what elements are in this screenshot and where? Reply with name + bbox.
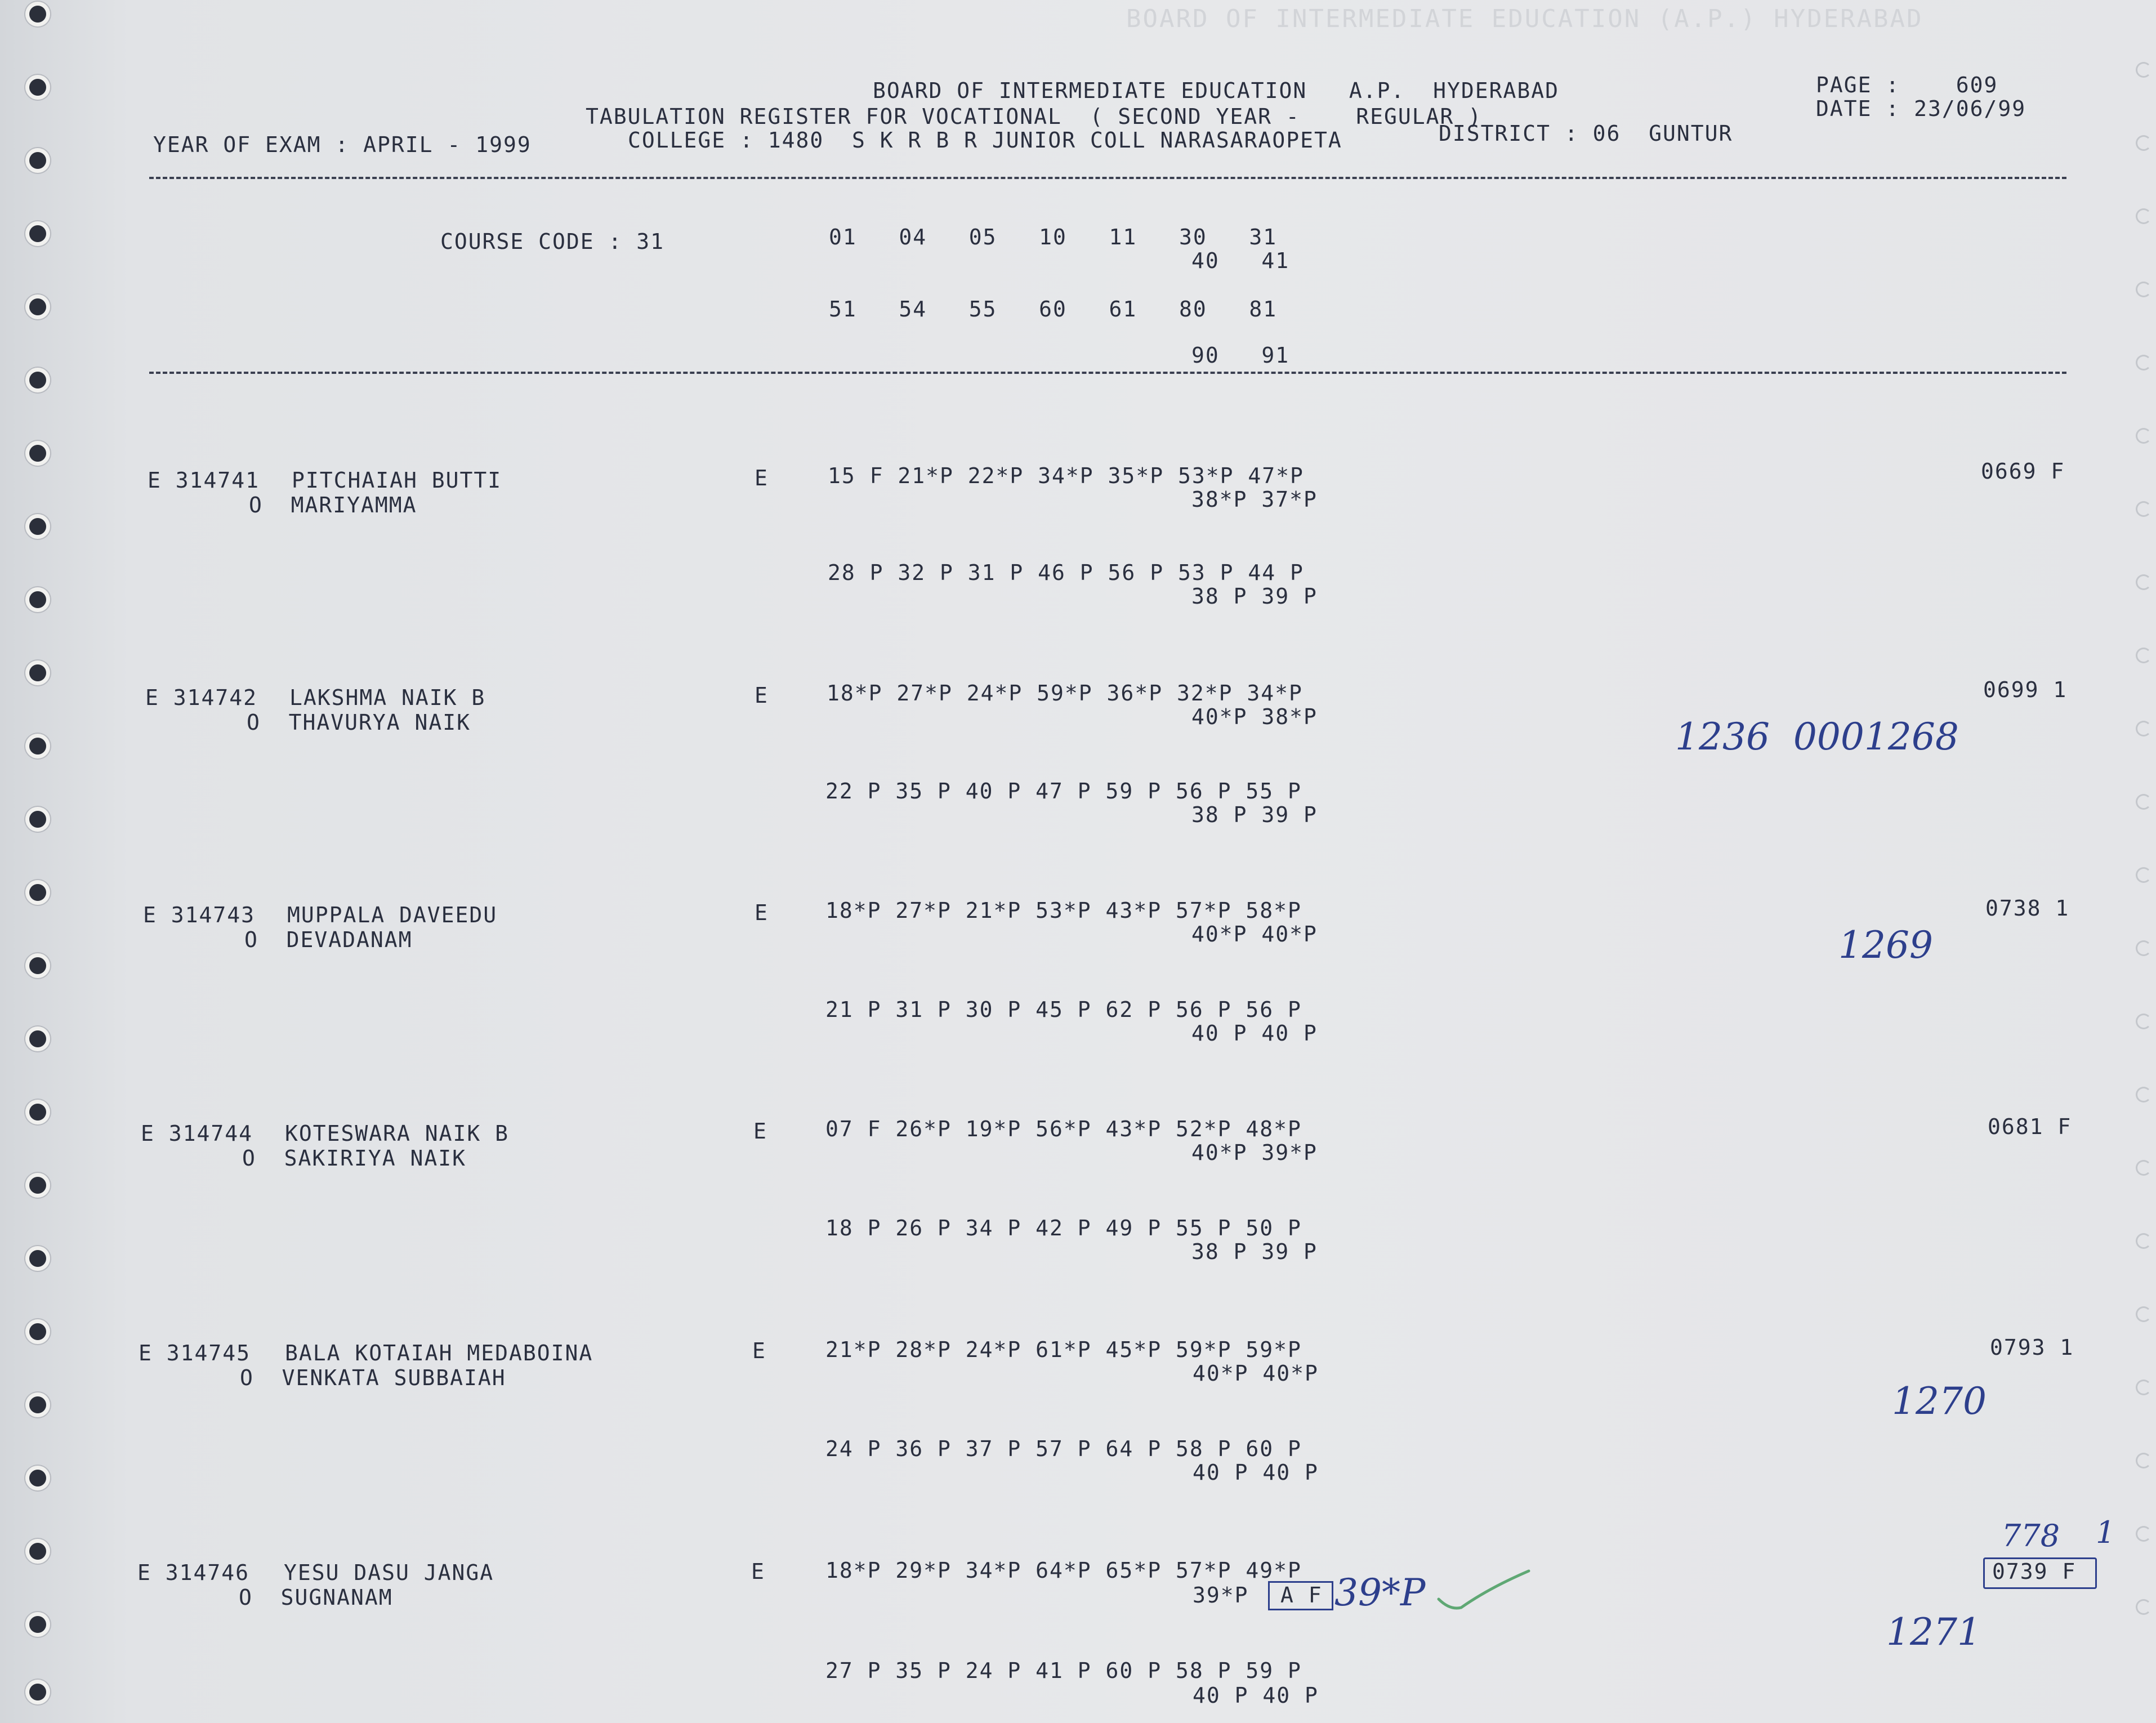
- marks-part1-extra: 38*P 37*P: [1191, 487, 1318, 512]
- parent-name: O THAVURYA NAIK: [247, 710, 471, 735]
- feed-hole-edge: [2136, 355, 2151, 371]
- grand-total: 0793 1: [1990, 1335, 2074, 1360]
- feed-hole-edge: [2136, 282, 2151, 297]
- feed-hole: [29, 6, 46, 23]
- parent-name: O SUGNANAM: [239, 1585, 393, 1610]
- feed-hole-edge: [2136, 135, 2151, 151]
- handwritten-serial: 1269: [1838, 923, 1933, 967]
- board-title: BOARD OF INTERMEDIATE EDUCATION A.P. HYDERABAD: [873, 78, 1560, 103]
- feed-hole: [29, 1470, 46, 1487]
- student-name: MUPPALA DAVEEDU: [287, 903, 498, 927]
- marks-part1: 15 F 21*P 22*P 34*P 35*P 53*P 47*P: [828, 463, 1304, 488]
- feed-hole-edge: [2136, 208, 2151, 224]
- feed-hole-edge: [2136, 867, 2151, 883]
- marks-part2-extra: 40 P 40 P: [1193, 1683, 1319, 1708]
- feed-hole: [29, 1104, 46, 1121]
- feed-hole-edge: [2136, 721, 2151, 736]
- student-name: KOTESWARA NAIK B: [285, 1121, 510, 1146]
- roll-number: E 314741: [148, 468, 260, 493]
- feed-hole-edge: [2136, 574, 2151, 590]
- feed-hole-edge: [2136, 1380, 2151, 1395]
- handwritten-revised-total: 778: [2002, 1518, 2060, 1554]
- grand-total: 0681 F: [1988, 1114, 2072, 1139]
- marks-part1-extra: 40*P 40*P: [1193, 1361, 1319, 1386]
- subject-codes-row1: 01 04 05 10 11 30 31: [829, 225, 1278, 249]
- feed-hole-edge: [2136, 648, 2151, 663]
- parent-name: O SAKIRIYA NAIK: [242, 1146, 467, 1171]
- marks-part1-extra: 40*P 39*P: [1191, 1140, 1318, 1165]
- subject-codes-row3: 90 91: [1191, 343, 1290, 368]
- handwritten-serial: 1271: [1886, 1610, 1981, 1654]
- student-name: LAKSHMA NAIK B: [289, 685, 486, 710]
- handwritten-serial: 1236 0001268: [1675, 715, 1959, 758]
- feed-hole-edge: [2136, 1087, 2151, 1102]
- marks-part1-absent: A F: [1280, 1583, 1323, 1608]
- marks-part2: 24 P 36 P 37 P 57 P 64 P 58 P 60 P: [825, 1436, 1302, 1461]
- marks-part1-extra: 40*P 40*P: [1191, 922, 1318, 947]
- district-info: DISTRICT : 06 GUNTUR: [1439, 121, 1733, 146]
- handwritten-revised-result: 1: [2096, 1515, 2115, 1550]
- student-name: YESU DASU JANGA: [284, 1560, 494, 1585]
- roll-number: E 314746: [137, 1560, 250, 1585]
- page-number: PAGE : 609: [1816, 73, 1998, 97]
- feed-hole-edge: [2136, 794, 2151, 810]
- feed-hole: [29, 1684, 46, 1700]
- parent-name: O VENKATA SUBBAIAH: [240, 1365, 506, 1390]
- feed-hole: [29, 372, 46, 389]
- medium: E: [753, 1119, 767, 1144]
- feed-hole: [29, 225, 46, 242]
- marks-part1: 21*P 28*P 24*P 61*P 45*P 59*P 59*P: [825, 1337, 1302, 1362]
- feed-hole-edge: [2136, 940, 2151, 956]
- marks-part2: 18 P 26 P 34 P 42 P 49 P 55 P 50 P: [825, 1216, 1302, 1240]
- feed-hole: [29, 1543, 46, 1560]
- roll-number: E 314745: [139, 1341, 251, 1365]
- feed-hole-edge: [2136, 1526, 2151, 1542]
- feed-hole: [29, 1177, 46, 1194]
- feed-hole: [29, 957, 46, 974]
- roll-number: E 314743: [143, 903, 256, 927]
- marks-part1: 18*P 27*P 21*P 53*P 43*P 57*P 58*P: [825, 898, 1302, 923]
- college-info: COLLEGE : 1480 S K R B R JUNIOR COLL NARASARAOPETA: [628, 128, 1342, 153]
- medium: E: [755, 683, 769, 708]
- feed-hole-edge: [2136, 1160, 2151, 1176]
- marks-part2: 28 P 32 P 31 P 46 P 56 P 53 P 44 P: [828, 560, 1304, 585]
- feed-hole-edge: [2136, 501, 2151, 517]
- medium: E: [751, 1559, 765, 1584]
- medium: E: [755, 900, 769, 925]
- marks-part2: 21 P 31 P 30 P 45 P 62 P 56 P 56 P: [825, 997, 1302, 1022]
- check-mark-icon: [1436, 1565, 1532, 1616]
- grand-total: 0738 1: [1985, 896, 2070, 921]
- course-code: COURSE CODE : 31: [440, 229, 665, 254]
- feed-hole: [29, 591, 46, 608]
- student-name: PITCHAIAH BUTTI: [292, 468, 502, 493]
- feed-hole: [29, 518, 46, 535]
- feed-hole-edge: [2136, 428, 2151, 444]
- handwritten-correction: 39*P: [1334, 1571, 1426, 1614]
- feed-hole: [29, 1030, 46, 1047]
- student-name: BALA KOTAIAH MEDABOINA: [285, 1341, 593, 1365]
- feed-hole: [29, 738, 46, 755]
- marks-part2-extra: 40 P 40 P: [1193, 1460, 1319, 1485]
- medium: E: [752, 1338, 766, 1363]
- marks-part1: 18*P 29*P 34*P 64*P 65*P 57*P 49*P: [825, 1558, 1302, 1583]
- marks-part2-extra: 38 P 39 P: [1191, 1239, 1318, 1264]
- roll-number: E 314744: [141, 1121, 253, 1146]
- marks-part2: 22 P 35 P 40 P 47 P 59 P 56 P 55 P: [825, 779, 1302, 804]
- register-title: TABULATION REGISTER FOR VOCATIONAL ( SECOND YEAR - REGULAR ): [586, 104, 1483, 129]
- grand-total: 0739 F: [1992, 1559, 2077, 1584]
- marks-part1: 18*P 27*P 24*P 59*P 36*P 32*P 34*P: [827, 681, 1303, 706]
- marks-part2: 27 P 35 P 24 P 41 P 60 P 58 P 59 P: [825, 1658, 1302, 1683]
- marks-part1: 07 F 26*P 19*P 56*P 43*P 52*P 48*P: [825, 1117, 1302, 1141]
- feed-hole: [29, 811, 46, 828]
- feed-hole-edge: [2136, 1453, 2151, 1468]
- grand-total: 0669 F: [1981, 459, 2065, 484]
- dashed-divider: [149, 372, 2066, 374]
- print-date: DATE : 23/06/99: [1816, 96, 2026, 121]
- feed-hole-edge: [2136, 1599, 2151, 1615]
- subject-codes-row2: 51 54 55 60 61 80 81: [829, 297, 1278, 322]
- feed-hole: [29, 884, 46, 901]
- marks-part1-extra: 40*P 38*P: [1191, 704, 1318, 729]
- feed-hole: [29, 152, 46, 169]
- feed-hole: [29, 1250, 46, 1267]
- parent-name: O MARIYAMMA: [249, 493, 417, 517]
- marks-part2-extra: 38 P 39 P: [1191, 802, 1318, 827]
- year-of-exam: YEAR OF EXAM : APRIL - 1999: [153, 132, 532, 157]
- feed-hole: [29, 664, 46, 681]
- feed-hole-edge: [2136, 62, 2151, 78]
- feed-hole: [29, 298, 46, 315]
- feed-hole: [29, 445, 46, 462]
- feed-hole: [29, 1616, 46, 1633]
- roll-number: E 314742: [145, 685, 258, 710]
- feed-hole: [29, 1396, 46, 1413]
- feed-hole: [29, 1323, 46, 1340]
- handwritten-serial: 1270: [1892, 1380, 1987, 1423]
- feed-hole-edge: [2136, 1233, 2151, 1249]
- subject-codes-row1b: 40 41: [1191, 248, 1290, 273]
- feed-hole-edge: [2136, 1014, 2151, 1029]
- feed-hole-edge: [2136, 1306, 2151, 1322]
- grand-total: 0699 1: [1983, 677, 2068, 702]
- show-through-text: BOARD OF INTERMEDIATE EDUCATION (A.P.) HYDERABAD: [1126, 5, 1923, 33]
- marks-part1-extra: 39*P: [1193, 1583, 1249, 1608]
- feed-hole: [29, 79, 46, 96]
- dashed-divider: [149, 177, 2066, 179]
- marks-part2-extra: 40 P 40 P: [1191, 1021, 1318, 1046]
- parent-name: O DEVADANAM: [244, 927, 413, 952]
- marks-part2-extra: 38 P 39 P: [1191, 584, 1318, 609]
- medium: E: [755, 466, 769, 490]
